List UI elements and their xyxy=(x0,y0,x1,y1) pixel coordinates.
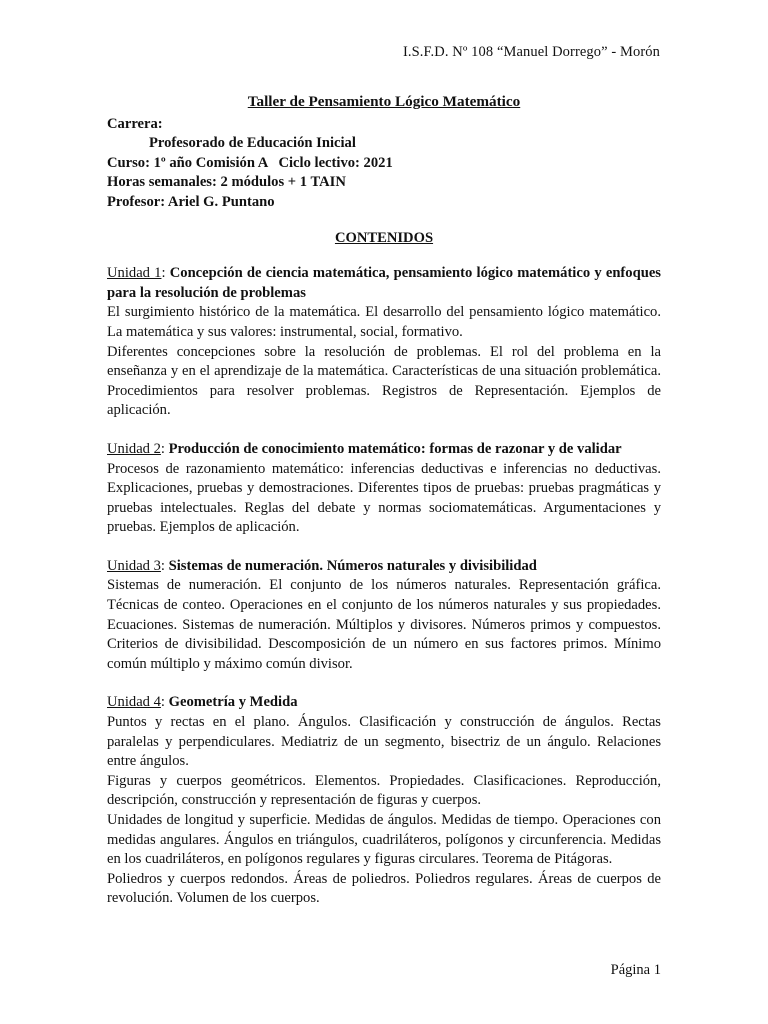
unit-separator: : xyxy=(160,694,169,711)
unit-paragraph: El surgimiento histórico de la matemática. El desarrollo del pensamiento lógico matemático. La matemática y sus valores: instrumental, social, formativo. xyxy=(107,304,661,340)
contents-heading: CONTENIDOS xyxy=(334,229,434,246)
unit-2 xyxy=(107,440,661,538)
course-text: Curso: 1º año Comisión A Ciclo lectivo: 2021 xyxy=(107,154,393,171)
course-info xyxy=(107,154,661,174)
unit-1 xyxy=(107,264,661,421)
unit-title: Sistemas de numeración. Números naturales y divisibilidad xyxy=(168,557,537,574)
teacher-name: Profesor: Ariel G. Puntano xyxy=(107,193,275,210)
unit-paragraph: Diferentes concepciones sobre la resolución de problemas. El rol del problema en la enseñanza y en el aprendizaje de la matemática. Características de una situación problemática. Procedimientos para resolver problemas. Registros de Representación. Ejemplos de aplicación. xyxy=(107,343,661,419)
unit-heading xyxy=(107,693,661,713)
unit-heading xyxy=(107,440,661,460)
page-header: I.S.F.D. Nº 108 “Manuel Dorrego” - Morón xyxy=(402,44,660,60)
unit-title: Geometría y Medida xyxy=(168,694,298,711)
unit-3 xyxy=(107,557,661,675)
career-value: Profesorado de Educación Inicial xyxy=(149,135,356,152)
unit-title: Concepción de ciencia matemática, pensamiento lógico matemático y enfoques para la resolución de problemas xyxy=(107,265,661,301)
unit-separator: : xyxy=(160,557,169,574)
unit-label: Unidad 1 xyxy=(107,265,162,282)
unit-paragraph: Procesos de razonamiento matemático: inferencias deductivas e inferencias no deductivas. Explicaciones, pruebas y demostraciones. Diferentes tipos de pruebas: pruebas pragmáticas y pruebas intelectuales. Reglas del debate y normas sociomatemáticas. Argumentaciones y pruebas. Ejemplos de aplicación. xyxy=(107,460,661,536)
unit-separator: : xyxy=(161,265,170,282)
unit-paragraph: Poliedros y cuerpos redondos. Áreas de poliedros. Poliedros regulares. Áreas de cuerpos de revolución. Volumen de los cuerpos. xyxy=(107,870,661,907)
unit-paragraph: Puntos y rectas en el plano. Ángulos. Clasificación y construcción de ángulos. Rectas paralelas y perpendiculares. Mediatriz de un segmento, bisectriz de un ángulo. Relaciones entre ángulos. xyxy=(107,714,661,770)
document-body xyxy=(107,92,661,928)
weekly-hours: Horas semanales: 2 módulos + 1 TAIN xyxy=(107,174,346,191)
unit-4 xyxy=(107,693,661,909)
unit-paragraph: Unidades de longitud y superficie. Medidas de ángulos. Medidas de tiempo. Operaciones con medidas angulares. Ángulos en triángulos, cuadriláteros, polígonos y circunferencia. Medidas en los cuadriláteros, en polígonos regulares y figuras circulares. Teorema de Pitágoras. xyxy=(107,812,661,868)
unit-paragraph: Sistemas de numeración. El conjunto de los números naturales. Representación gráfica. Técnicas de conteo. Operaciones en el conjunto de los números naturales y sus propiedades. Ecuaciones. Sistemas de numeración. Múltiplos y divisores. Números primos y compuestos. Criterios de divisibilidad. Descomposición de un número en sus factores primos. Mínimo común múltiplo y máximo común divisor. xyxy=(107,577,661,672)
unit-title: Producción de conocimiento matemático: formas de razonar y de validar xyxy=(168,440,622,457)
unit-heading xyxy=(107,264,661,303)
document-title: Taller de Pensamiento Lógico Matemático xyxy=(247,93,521,110)
unit-label: Unidad 4 xyxy=(107,694,161,711)
page-number: Página 1 xyxy=(610,962,661,978)
unit-label: Unidad 2 xyxy=(107,440,161,457)
unit-separator: : xyxy=(160,440,169,457)
career-label: Carrera: xyxy=(107,115,163,132)
unit-paragraph: Figuras y cuerpos geométricos. Elementos. Propiedades. Clasificaciones. Reproducción, descripción, construcción y representación de figuras y cuerpos. xyxy=(107,772,661,809)
unit-label: Unidad 3 xyxy=(107,557,161,574)
unit-heading xyxy=(107,557,661,577)
